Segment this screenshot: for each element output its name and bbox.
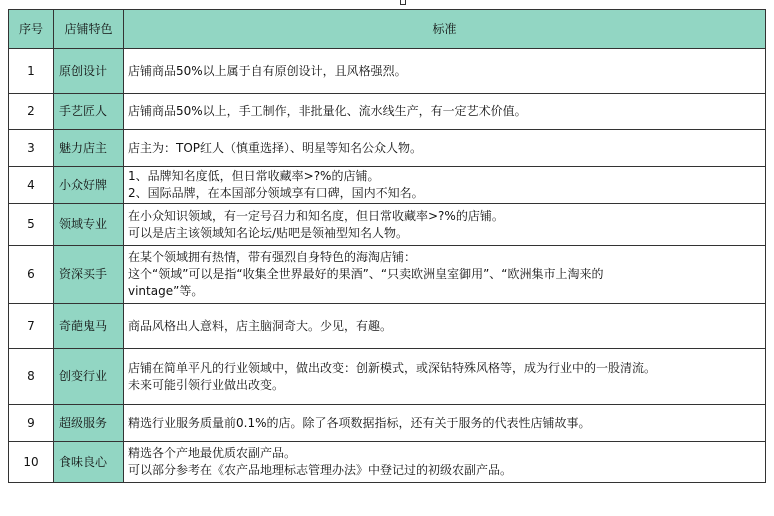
standard-line: 店主为：TOP红人（慎重选择）、明星等知名公众人物。 (128, 140, 423, 155)
row-standard (124, 49, 766, 94)
table-row (9, 304, 766, 349)
row-standard (124, 304, 766, 349)
standard-line: 商品风格出人意料，店主脑洞奇大。少见，有趣。 (128, 318, 393, 333)
row-feature: 食味良心 (54, 442, 124, 483)
standard-line: 在某个领域拥有热情，带有强烈自身特色的海淘店铺： (128, 250, 417, 264)
top-edge-mark (400, 0, 406, 5)
standard-line: 店铺商品50%以上，手工制作，非批量化、流水线生产，有一定艺术价值。 (128, 104, 527, 118)
standard-line: 1、品牌知名度低，但日常收藏率>?%的店铺。 (128, 169, 380, 183)
standard-line: 精选行业服务质量前0.1%的店。除了各项数据指标，还有关于服务的代表性店铺故事。 (128, 415, 591, 430)
row-feature: 原创设计 (54, 49, 124, 94)
table-row (9, 94, 766, 130)
row-index: 10 (9, 442, 54, 483)
row-index: 2 (9, 94, 54, 130)
standard-line: 在小众知识领域，有一定号召力和知名度，但日常收藏率>?%的店铺。 (128, 208, 504, 223)
row-feature: 领域专业 (54, 204, 124, 246)
row-standard (124, 130, 766, 167)
table-body (9, 49, 766, 483)
standard-line: 店铺商品50%以上属于自有原创设计，且风格强烈。 (128, 63, 407, 78)
row-index: 3 (9, 130, 54, 167)
standard-line: 可以是店主该领域知名论坛/贴吧是领袖型知名人物。 (128, 225, 409, 240)
standard-line: 未来可能引领行业做出改变。 (128, 377, 285, 392)
table-row (9, 167, 766, 204)
standard-line: 店铺在简单平凡的行业领域中，做出改变：创新模式，或深钻特殊风格等，成为行业中的一股清流。 (128, 360, 657, 375)
row-standard (124, 349, 766, 405)
row-feature: 超级服务 (54, 405, 124, 442)
row-index: 7 (9, 304, 54, 349)
row-feature: 小众好牌 (54, 167, 124, 204)
table-row (9, 130, 766, 167)
standard-line: vintage”等。 (128, 284, 204, 298)
row-feature: 手艺匠人 (54, 94, 124, 130)
header-index: 序号 (9, 10, 54, 49)
row-index: 6 (9, 246, 54, 304)
row-index: 9 (9, 405, 54, 442)
table-row (9, 442, 766, 483)
standard-line: 这个“领域”可以是指“收集全世界最好的果酒”、“只卖欧洲皇室御用”、“欧洲集市上淘来的 (128, 267, 604, 281)
row-standard (124, 246, 766, 304)
header-standard: 标准 (124, 10, 766, 49)
header-feature: 店铺特色 (54, 10, 124, 49)
table-row (9, 246, 766, 304)
standard-line: 精选各个产地最优质农副产品。 (128, 446, 297, 460)
row-standard (124, 405, 766, 442)
row-feature: 奇葩鬼马 (54, 304, 124, 349)
row-feature: 创变行业 (54, 349, 124, 405)
row-standard (124, 204, 766, 246)
table-row (9, 204, 766, 246)
table-header-row (9, 10, 766, 49)
table-row (9, 349, 766, 405)
row-feature: 资深买手 (54, 246, 124, 304)
row-standard (124, 94, 766, 130)
standard-line: 可以部分参考在《农产品地理标志管理办法》中登记过的初级农副产品。 (128, 463, 513, 477)
row-standard (124, 442, 766, 483)
store-feature-table (8, 9, 766, 483)
row-index: 1 (9, 49, 54, 94)
standard-line: 2、国际品牌，在本国部分领域享有口碑，国内不知名。 (128, 186, 424, 200)
table-row (9, 49, 766, 94)
row-index: 8 (9, 349, 54, 405)
row-feature: 魅力店主 (54, 130, 124, 167)
row-standard (124, 167, 766, 204)
row-index: 5 (9, 204, 54, 246)
row-index: 4 (9, 167, 54, 204)
table-row (9, 405, 766, 442)
